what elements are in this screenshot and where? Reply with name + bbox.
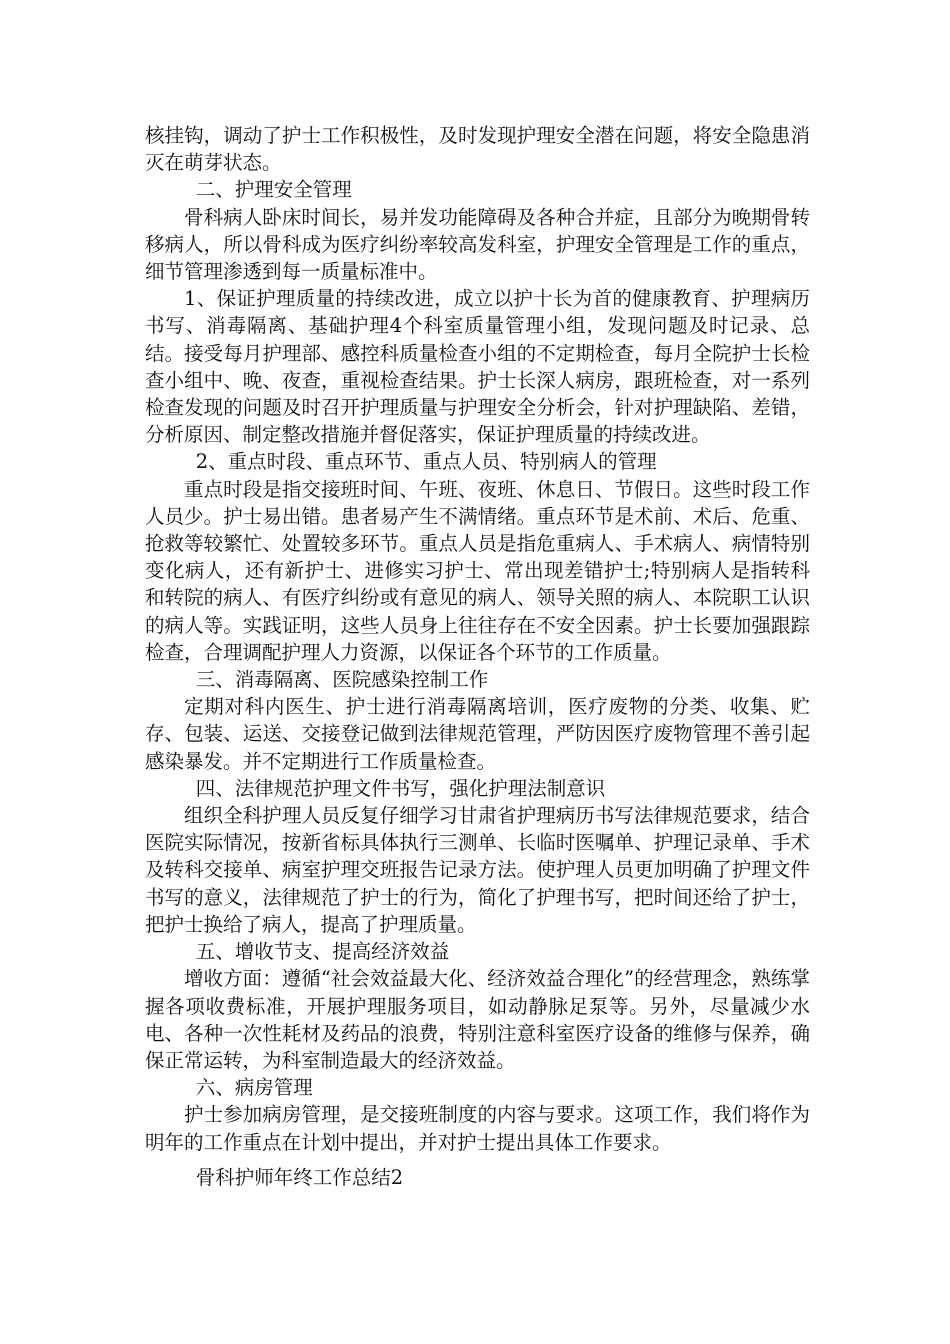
document-subtitle: 骨科护师年终工作总结2 xyxy=(195,1165,404,1189)
paragraph: 核挂钩，调动了护士工作积极性，及时发现护理安全潜在问题，将安全隐患消灭在萌芽状态。 xyxy=(145,124,810,175)
section-heading: 2、重点时段、重点环节、重点人员、特别病人的管理 xyxy=(195,450,657,474)
section-heading: 五、增收节支、提高经济效益 xyxy=(195,940,450,964)
section-heading: 三、消毒隔离、医院感染控制工作 xyxy=(195,668,489,692)
section-heading: 二、护理安全管理 xyxy=(195,178,352,202)
section-heading: 六、病房管理 xyxy=(195,1076,313,1100)
paragraph: 骨科病人卧床时间长，易并发功能障碍及各种合并症，且部分为晚期骨转移病人，所以骨科成为医疗纠纷率较高发科室，护理安全管理是工作的重点，细节管理渗透到每一质量标准中。 xyxy=(145,205,810,284)
paragraph: 增收方面：遵循“社会效益最大化、经济效益合理化”的经营理念，熟练掌握各项收费标准，开展护理服务项目，如动静脉足泵等。另外，尽量减少水电、各种一次性耗材及药品的浪费，特别注意科室医疗设备的维修与保养，确保正常运转，为科室制造最大的经济效益。 xyxy=(145,967,810,1072)
document-body xyxy=(145,122,810,1191)
section-heading: 四、法律规范护理文件书写，强化护理法制意识 xyxy=(195,776,606,800)
paragraph: 护士参加病房管理，是交接班制度的内容与要求。这项工作，我们将作为明年的工作重点在计划中提出，并对护士提出具体工作要求。 xyxy=(145,1103,810,1154)
paragraph: 定期对科内医生、护士进行消毒隔离培训，医疗废物的分类、收集、贮存、包装、运送、交接登记做到法律规范管理，严防因医疗废物管理不善引起感染暴发。并不定期进行工作质量检查。 xyxy=(145,695,810,773)
paragraph: 1、保证护理质量的持续改进，成立以护十长为首的健康教育、护理病历书写、消毒隔离、基础护理4个科室质量管理小组，发现问题及时记录、总结。接受每月护理部、感控科质量检查小组的不定期检查，每月全院护士长检查小组中、晚、夜查，重视检查结果。护士长深人病房，跟班检查，对一系列检查发现的问题及时召开护理质量与护理安全分析会，针对护理缺陷、差错，分析原因、制定整改措施并督促落实，保证护理质量的持续改进。 xyxy=(145,287,810,447)
paragraph: 组织全科护理人员反复仔细学习甘肃省护理病历书写法律规范要求，结合医院实际情况，按新省标具体执行三测单、长临时医嘱单、护理记录单、手术及转科交接单、病室护理交班报告记录方法。使护理人员更加明确了护理文件书写的意义，法律规范了护士的行为，简化了护理书写，把时间还给了护士，把护士换给了病人，提高了护理质量。 xyxy=(145,804,810,936)
paragraph: 重点时段是指交接班时间、午班、夜班、休息日、节假日。这些时段工作人员少。护士易出错。患者易产生不满情绪。重点环节是术前、术后、危重、抢救等较繁忙、处置较多环节。重点人员是指危重病人、手术病人、病情特别变化病人，还有新护士、进修实习护士、常出现差错护士;特别病人是指转科和转院的病人、有医疗纠纷或有意见的病人、领导关照的病人、本院职工认识的病人等。实践证明，这些人员身上往往存在不安全因素。护士长要加强跟踪检查，合理调配护理人力资源，以保证各个环节的工作质量。 xyxy=(145,477,810,664)
